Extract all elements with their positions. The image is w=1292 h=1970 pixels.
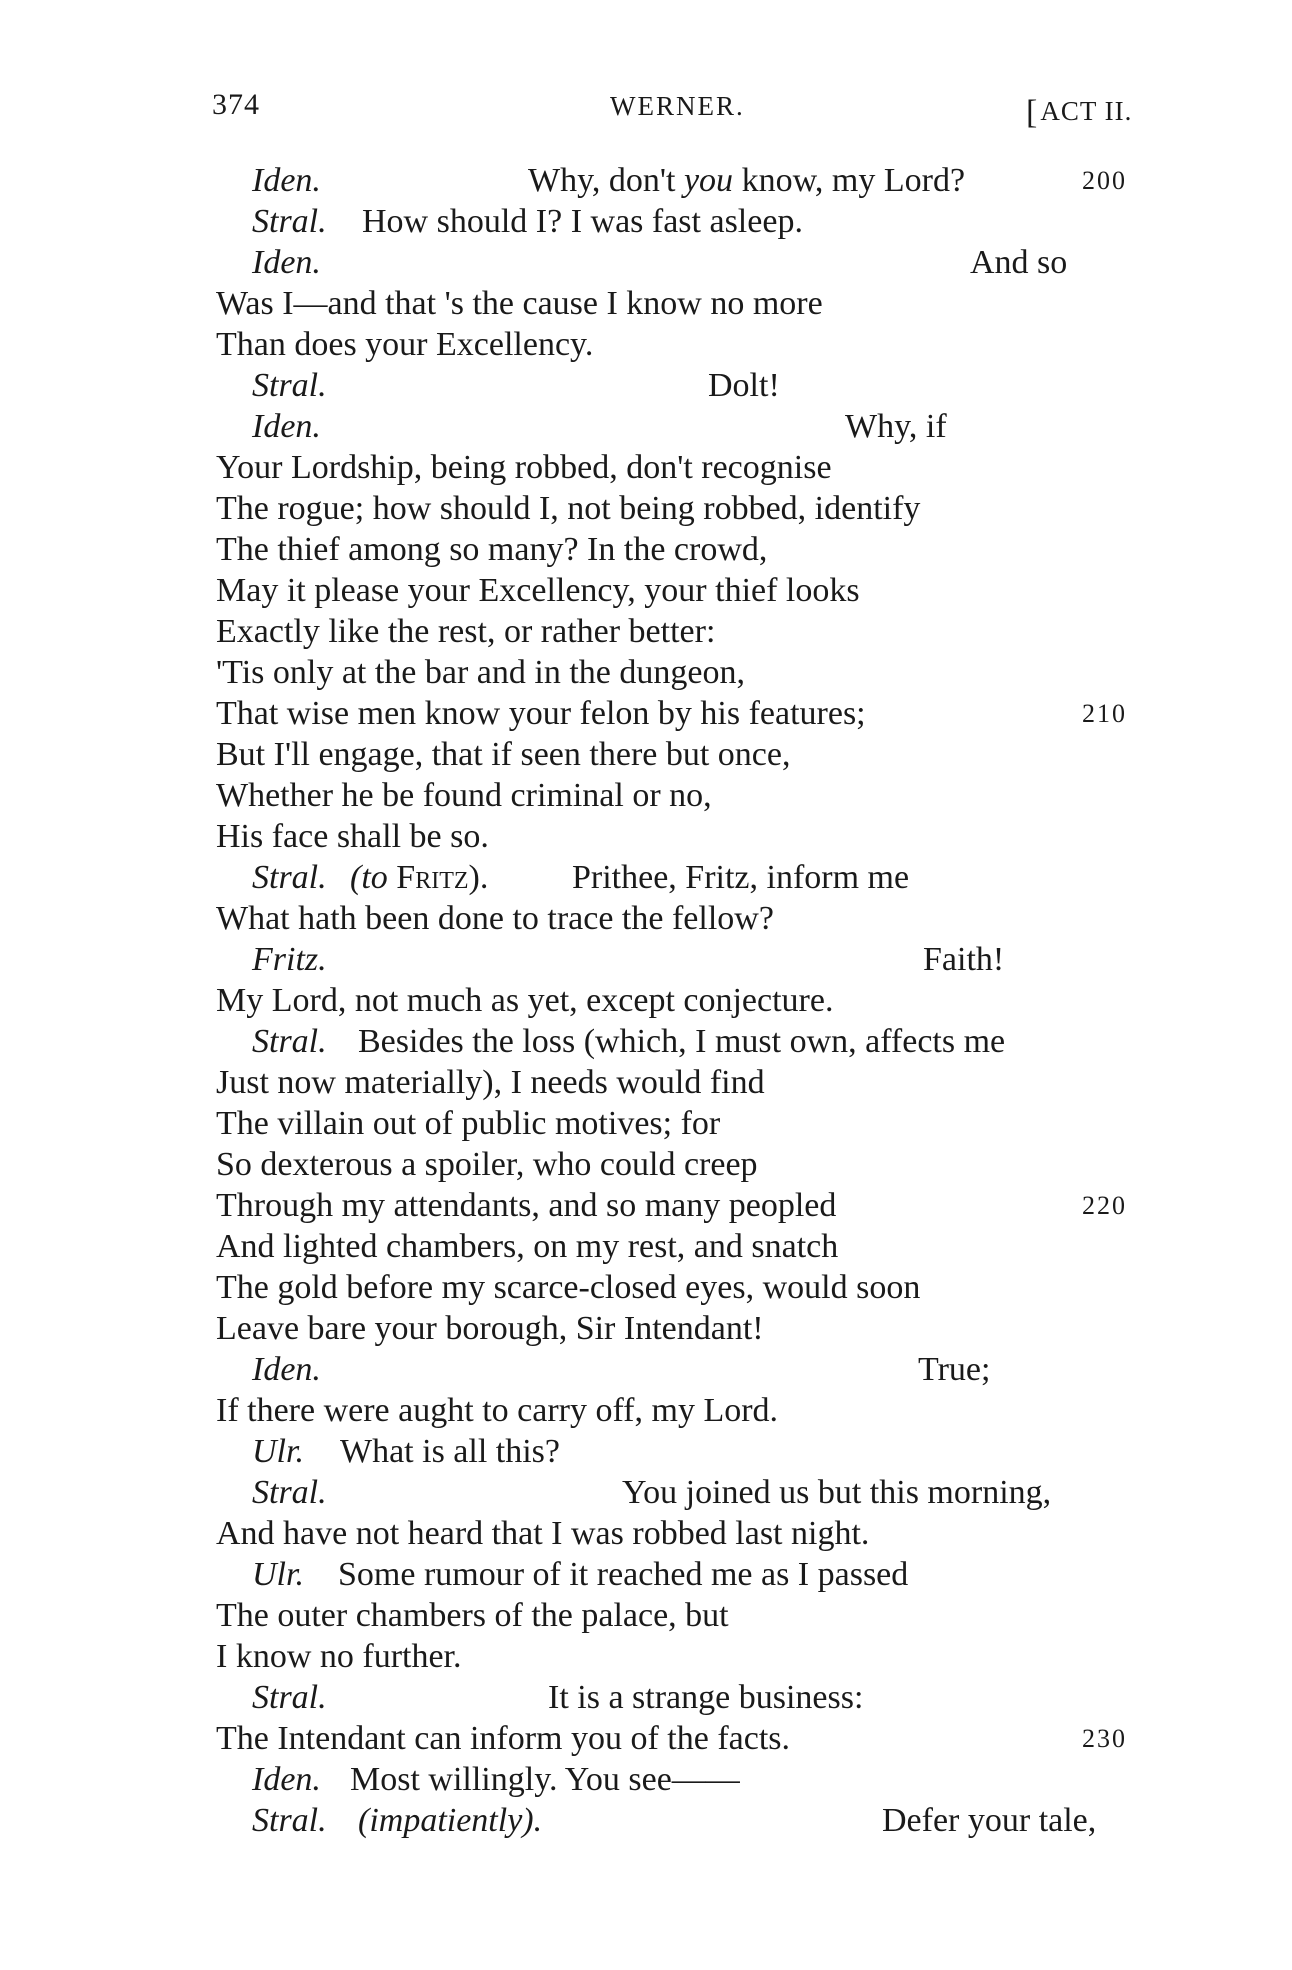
line-number: 200 bbox=[1082, 166, 1127, 195]
line-text: Prithee, Fritz, inform me bbox=[572, 859, 910, 896]
line-text: Faith! bbox=[923, 941, 1005, 978]
line-text: Exactly like the rest, or rather better: bbox=[216, 613, 716, 650]
verse-line bbox=[0, 529, 1292, 570]
line-text: The gold before my scarce-closed eyes, would soon bbox=[216, 1269, 921, 1306]
line-text: Was I—and that 's the cause I know no more bbox=[216, 285, 823, 322]
verse-line bbox=[0, 775, 1292, 816]
verse-line bbox=[0, 1472, 1292, 1513]
speaker-name: Fritz. bbox=[252, 941, 327, 978]
act-label bbox=[1026, 91, 1132, 129]
verse-line bbox=[0, 734, 1292, 775]
verse-line bbox=[0, 160, 1292, 201]
verse-line bbox=[0, 201, 1292, 242]
line-text: Most willingly. You see—— bbox=[350, 1761, 740, 1798]
line-text: What is all this? bbox=[340, 1433, 561, 1470]
line-text-part: Why, don't bbox=[528, 162, 684, 199]
line-text: Than does your Excellency. bbox=[216, 326, 594, 363]
verse-line bbox=[0, 1759, 1292, 1800]
line-text: True; bbox=[918, 1351, 991, 1388]
line-text: Why, if bbox=[845, 408, 947, 445]
speaker-name: Stral. bbox=[252, 1023, 327, 1060]
line-text: Through my attendants, and so many peopled bbox=[216, 1187, 837, 1224]
verse-text bbox=[0, 160, 1292, 1841]
verse-line bbox=[0, 488, 1292, 529]
line-text: So dexterous a spoiler, who could creep bbox=[216, 1146, 758, 1183]
line-text: I know no further. bbox=[216, 1638, 462, 1675]
speaker-name: Stral. bbox=[252, 1679, 327, 1716]
line-text: But I'll engage, that if seen there but once, bbox=[216, 736, 791, 773]
verse-line bbox=[0, 693, 1292, 734]
line-text: How should I? I was fast asleep. bbox=[362, 203, 803, 240]
line-text: His face shall be so. bbox=[216, 818, 489, 855]
verse-line bbox=[0, 1595, 1292, 1636]
line-text: What hath been done to trace the fellow? bbox=[216, 900, 774, 937]
verse-line bbox=[0, 1554, 1292, 1595]
speaker-name: Iden. bbox=[252, 162, 321, 199]
line-text: That wise men know your felon by his features; bbox=[216, 695, 866, 732]
speaker-name: Stral. bbox=[252, 203, 327, 240]
speaker-name: Ulr. bbox=[252, 1556, 304, 1593]
running-title: WERNER. bbox=[610, 91, 745, 121]
line-text: May it please your Excellency, your thief looks bbox=[216, 572, 860, 609]
verse-line bbox=[0, 1800, 1292, 1841]
verse-line bbox=[0, 242, 1292, 283]
verse-line bbox=[0, 1062, 1292, 1103]
verse-line bbox=[0, 283, 1292, 324]
act-bracket-icon: [ bbox=[1026, 94, 1039, 131]
line-text-emphasis: you bbox=[683, 162, 734, 199]
line-text: And lighted chambers, on my rest, and snatch bbox=[216, 1228, 839, 1265]
stage-direction-suffix: ). bbox=[468, 859, 489, 896]
line-text: The rogue; how should I, not being robbed, identify bbox=[216, 490, 921, 527]
verse-line bbox=[0, 1431, 1292, 1472]
line-text: Your Lordship, being robbed, don't recognise bbox=[216, 449, 832, 486]
verse-line bbox=[0, 447, 1292, 488]
line-number: 210 bbox=[1082, 699, 1127, 728]
line-text: 'Tis only at the bar and in the dungeon, bbox=[216, 654, 745, 691]
speaker-name: Iden. bbox=[252, 244, 321, 281]
line-number: 230 bbox=[1082, 1724, 1127, 1753]
stage-direction bbox=[350, 857, 488, 898]
line-text: If there were aught to carry off, my Lord. bbox=[216, 1392, 779, 1429]
verse-line bbox=[0, 1267, 1292, 1308]
verse-line bbox=[0, 1390, 1292, 1431]
verse-line bbox=[0, 1226, 1292, 1267]
line-text: And so bbox=[970, 244, 1068, 281]
line-text: Some rumour of it reached me as I passed bbox=[338, 1556, 909, 1593]
speaker-name: Ulr. bbox=[252, 1433, 304, 1470]
speaker-name: Stral. bbox=[252, 1802, 327, 1839]
verse-line bbox=[0, 898, 1292, 939]
line-text: My Lord, not much as yet, except conjecture. bbox=[216, 982, 834, 1019]
verse-line bbox=[0, 1677, 1292, 1718]
verse-line bbox=[0, 365, 1292, 406]
verse-line bbox=[0, 1021, 1292, 1062]
verse-line bbox=[0, 980, 1292, 1021]
verse-line bbox=[0, 324, 1292, 365]
verse-line bbox=[0, 406, 1292, 447]
line-text: Dolt! bbox=[708, 367, 780, 404]
speaker-name: Stral. bbox=[252, 1474, 327, 1511]
line-text: Besides the loss (which, I must own, affects me bbox=[358, 1023, 1006, 1060]
verse-line bbox=[0, 939, 1292, 980]
verse-line bbox=[0, 611, 1292, 652]
line-text: Whether he be found criminal or no, bbox=[216, 777, 712, 814]
verse-line bbox=[0, 1718, 1292, 1759]
verse-line bbox=[0, 857, 1292, 898]
running-header bbox=[0, 88, 1292, 138]
speaker-name: Stral. bbox=[252, 859, 327, 896]
verse-line bbox=[0, 1513, 1292, 1554]
verse-line bbox=[0, 652, 1292, 693]
line-text: You joined us but this morning, bbox=[622, 1474, 1052, 1511]
speaker-name: Iden. bbox=[252, 1351, 321, 1388]
act-label-text: ACT II. bbox=[1040, 96, 1133, 126]
stage-direction-name: Fritz bbox=[396, 859, 469, 896]
line-text bbox=[528, 160, 965, 201]
stage-direction-text: (impatiently). bbox=[358, 1802, 543, 1839]
verse-line bbox=[0, 1103, 1292, 1144]
speaker-name: Iden. bbox=[252, 1761, 321, 1798]
verse-line bbox=[0, 1308, 1292, 1349]
line-text-part: know, my Lord? bbox=[733, 162, 966, 199]
line-text: And have not heard that I was robbed last night. bbox=[216, 1515, 870, 1552]
line-text: The Intendant can inform you of the facts. bbox=[216, 1720, 791, 1757]
line-text: Just now materially), I needs would find bbox=[216, 1064, 765, 1101]
verse-line bbox=[0, 1144, 1292, 1185]
page-number: 374 bbox=[212, 88, 260, 121]
verse-line bbox=[0, 816, 1292, 857]
stage-direction bbox=[358, 1800, 542, 1841]
line-text: The villain out of public motives; for bbox=[216, 1105, 721, 1142]
line-text: Leave bare your borough, Sir Intendant! bbox=[216, 1310, 764, 1347]
line-text: It is a strange business: bbox=[548, 1679, 864, 1716]
line-text: The thief among so many? In the crowd, bbox=[216, 531, 768, 568]
line-number: 220 bbox=[1082, 1191, 1127, 1220]
verse-line bbox=[0, 1636, 1292, 1677]
verse-line bbox=[0, 1185, 1292, 1226]
stage-direction-prefix: (to bbox=[350, 859, 397, 896]
line-text: The outer chambers of the palace, but bbox=[216, 1597, 729, 1634]
speaker-name: Stral. bbox=[252, 367, 327, 404]
verse-line bbox=[0, 570, 1292, 611]
verse-line bbox=[0, 1349, 1292, 1390]
line-text: Defer your tale, bbox=[882, 1802, 1097, 1839]
speaker-name: Iden. bbox=[252, 408, 321, 445]
